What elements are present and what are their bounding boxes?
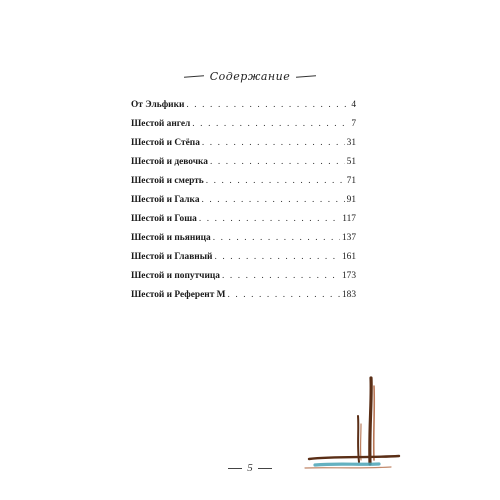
toc-entry-page: 91: [346, 195, 356, 205]
toc-entry-title: Шестой и Гоша: [131, 214, 197, 224]
heading-flourish-left: [184, 75, 204, 77]
toc-entry: [131, 100, 356, 119]
toc-leader-dots: [192, 119, 349, 129]
toc-leader-dots: [213, 233, 340, 243]
brush-stroke-short: [358, 416, 359, 462]
toc-leader-dots: [210, 157, 345, 167]
toc-leader-dots: [202, 195, 345, 205]
folio-flourish-left: [228, 468, 242, 469]
toc-entry-page: 137: [341, 233, 356, 243]
toc-entry-page: 51: [346, 157, 356, 167]
toc-entry-page: 31: [346, 138, 356, 148]
toc-leader-dots: [222, 271, 340, 281]
brush-stroke-tall-rust: [374, 386, 375, 460]
toc-entry: [131, 195, 356, 214]
toc-entry-title: Шестой и Галка: [131, 195, 200, 205]
toc-entry-title: Шестой и пьяница: [131, 233, 211, 243]
toc-leader-dots: [206, 176, 345, 186]
toc-entry-title: Шестой и Главный: [131, 252, 213, 262]
toc-entry-title: Шестой и смерть: [131, 176, 204, 186]
heading-flourish-right: [296, 75, 316, 77]
brush-stroke-tall: [370, 378, 371, 464]
contents-title: Содержание: [209, 70, 291, 83]
folio-flourish-right: [258, 468, 272, 469]
page-folio: [0, 462, 500, 474]
toc-entry-title: Шестой и попутчица: [131, 271, 220, 281]
toc-entry-page: 7: [351, 119, 356, 129]
toc-entry-page: 71: [346, 176, 356, 186]
toc-entry: [131, 214, 356, 233]
toc-leader-dots: [202, 138, 345, 148]
toc-entry-title: От Эльфики: [131, 100, 185, 110]
page-number: 5: [247, 462, 253, 474]
contents-heading: [0, 70, 500, 83]
toc-entry: [131, 176, 356, 195]
toc-entry-page: 173: [341, 271, 356, 281]
toc-entry-title: Шестой ангел: [131, 119, 191, 129]
toc-entry: [131, 138, 356, 157]
toc-leader-dots: [214, 252, 340, 262]
toc-leader-dots: [199, 214, 340, 224]
toc-leader-dots: [186, 100, 349, 110]
toc-entry-page: 183: [341, 290, 356, 300]
toc-entry-page: 117: [342, 214, 356, 224]
toc-entry: [131, 252, 356, 271]
toc-entry: [131, 290, 356, 309]
toc-entry-title: Шестой и Референт М: [131, 290, 226, 300]
brushstroke-ornament: [295, 372, 405, 472]
toc-entry-title: Шестой и Стёпа: [131, 138, 200, 148]
toc-entry: [131, 157, 356, 176]
toc-entry: [131, 271, 356, 290]
brush-stroke-horizontal: [309, 456, 399, 459]
toc-entry: [131, 233, 356, 252]
table-of-contents: [131, 100, 356, 309]
toc-entry-page: 161: [341, 252, 356, 262]
toc-entry: [131, 119, 356, 138]
toc-leader-dots: [228, 290, 340, 300]
toc-entry-title: Шестой и девочка: [131, 157, 208, 167]
toc-entry-page: 4: [351, 100, 356, 110]
